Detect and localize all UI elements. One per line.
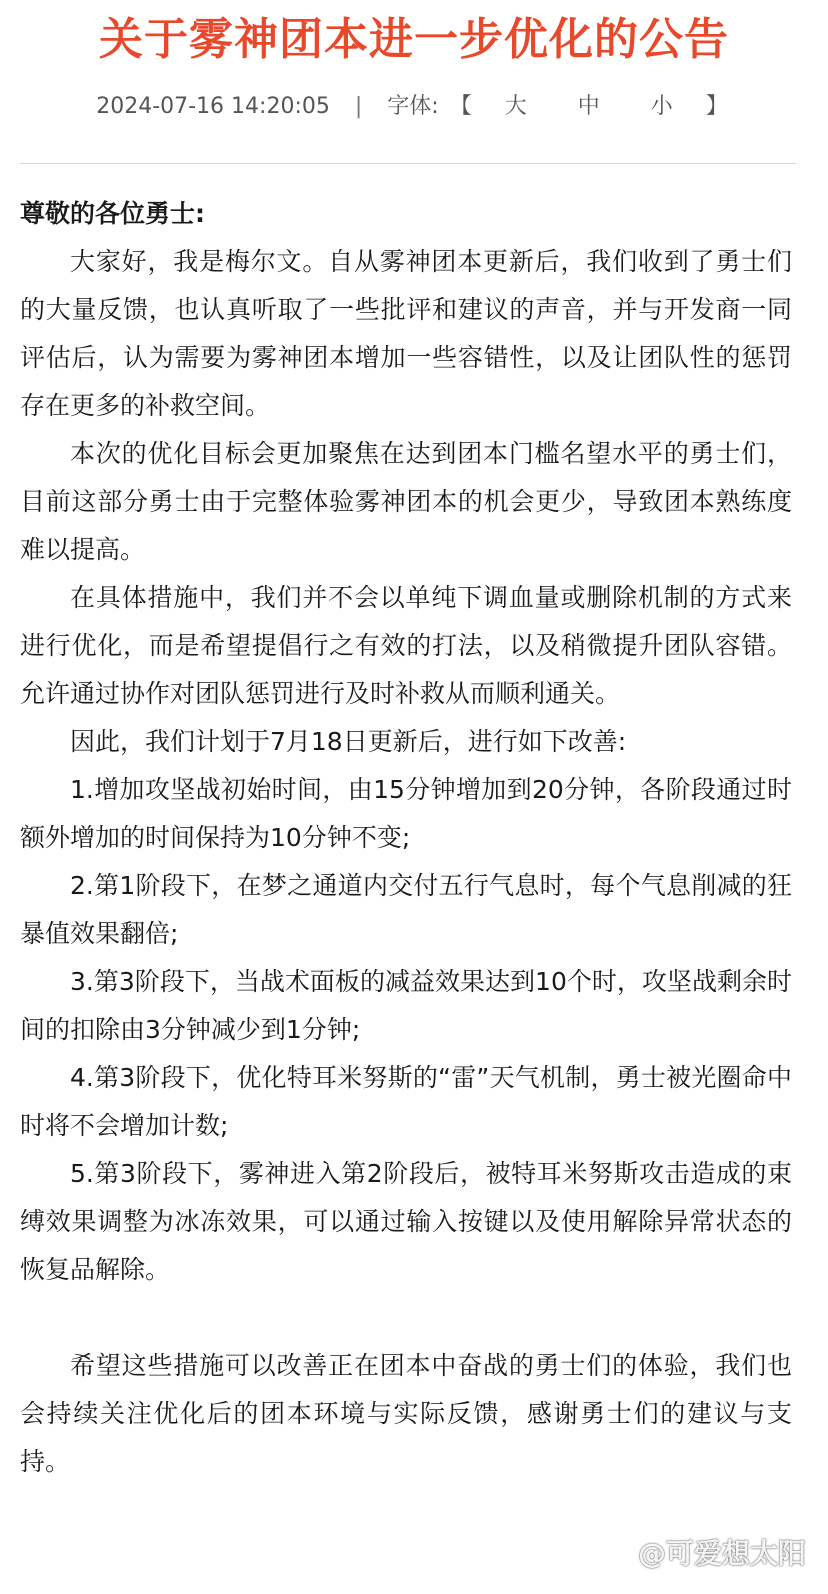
paragraph: 因此，我们计划于7月18日更新后，进行如下改善:: [70, 727, 627, 756]
greeting: 尊敬的各位勇士:: [20, 199, 205, 228]
list-item: 4.第3阶段下，优化特耳米努斯的“雷”天气机制，勇士被光圈命中时将不会增加计数;: [20, 1063, 792, 1140]
paragraph: 在具体措施中，我们并不会以单纯下调血量或删除机制的方式来进行优化，而是希望提倡行之有效的打法，以及稍微提升团队容错。允许通过协作对团队惩罚进行及时补救从而顺利通关。: [20, 583, 792, 708]
article-body: [20, 190, 792, 1486]
article-meta: [0, 92, 828, 122]
paragraph: 本次的优化目标会更加聚焦在达到团本门槛名望水平的勇士们，目前这部分勇士由于完整体验雾神团本的机会更少，导致团本熟练度难以提高。: [20, 439, 792, 564]
font-size-small[interactable]: 小: [650, 94, 673, 119]
bracket-open: 【: [449, 94, 472, 119]
font-size-large[interactable]: 大: [504, 94, 527, 119]
publish-date: 2024-07-16 14:20:05: [96, 94, 330, 119]
closing-paragraph: 希望这些措施可以改善正在团本中奋战的勇士们的体验，我们也会持续关注优化后的团本环境与实际反馈，感谢勇士们的建议与支持。: [20, 1351, 792, 1476]
font-size-label: 字体:: [387, 94, 439, 119]
meta-separator: |: [354, 94, 363, 119]
bracket-close: 】: [705, 94, 728, 119]
watermark: @可爱想太阳: [637, 1537, 806, 1570]
list-item: 2.第1阶段下，在梦之通道内交付五行气息时，每个气息削减的狂暴值效果翻倍;: [20, 871, 792, 948]
header-divider: [20, 163, 796, 164]
list-item: 5.第3阶段下，雾神进入第2阶段后，被特耳米努斯攻击造成的束缚效果调整为冰冻效果，可以通过输入按键以及使用解除异常状态的恢复品解除。: [20, 1159, 792, 1284]
font-size-medium[interactable]: 中: [577, 94, 600, 119]
article-title: 关于雾神团本进一步优化的公告: [99, 14, 729, 65]
list-item: 1.增加攻坚战初始时间，由15分钟增加到20分钟，各阶段通过时额外增加的时间保持为10分钟不变;: [20, 775, 792, 852]
paragraph: 大家好，我是梅尔文。自从雾神团本更新后，我们收到了勇士们的大量反馈，也认真听取了一些批评和建议的声音，并与开发商一同评估后，认为需要为雾神团本增加一些容错性，以及让团队性的惩罚存在更多的补救空间。: [20, 247, 792, 420]
list-item: 3.第3阶段下，当战术面板的减益效果达到10个时，攻坚战剩余时间的扣除由3分钟减少到1分钟;: [20, 967, 792, 1044]
